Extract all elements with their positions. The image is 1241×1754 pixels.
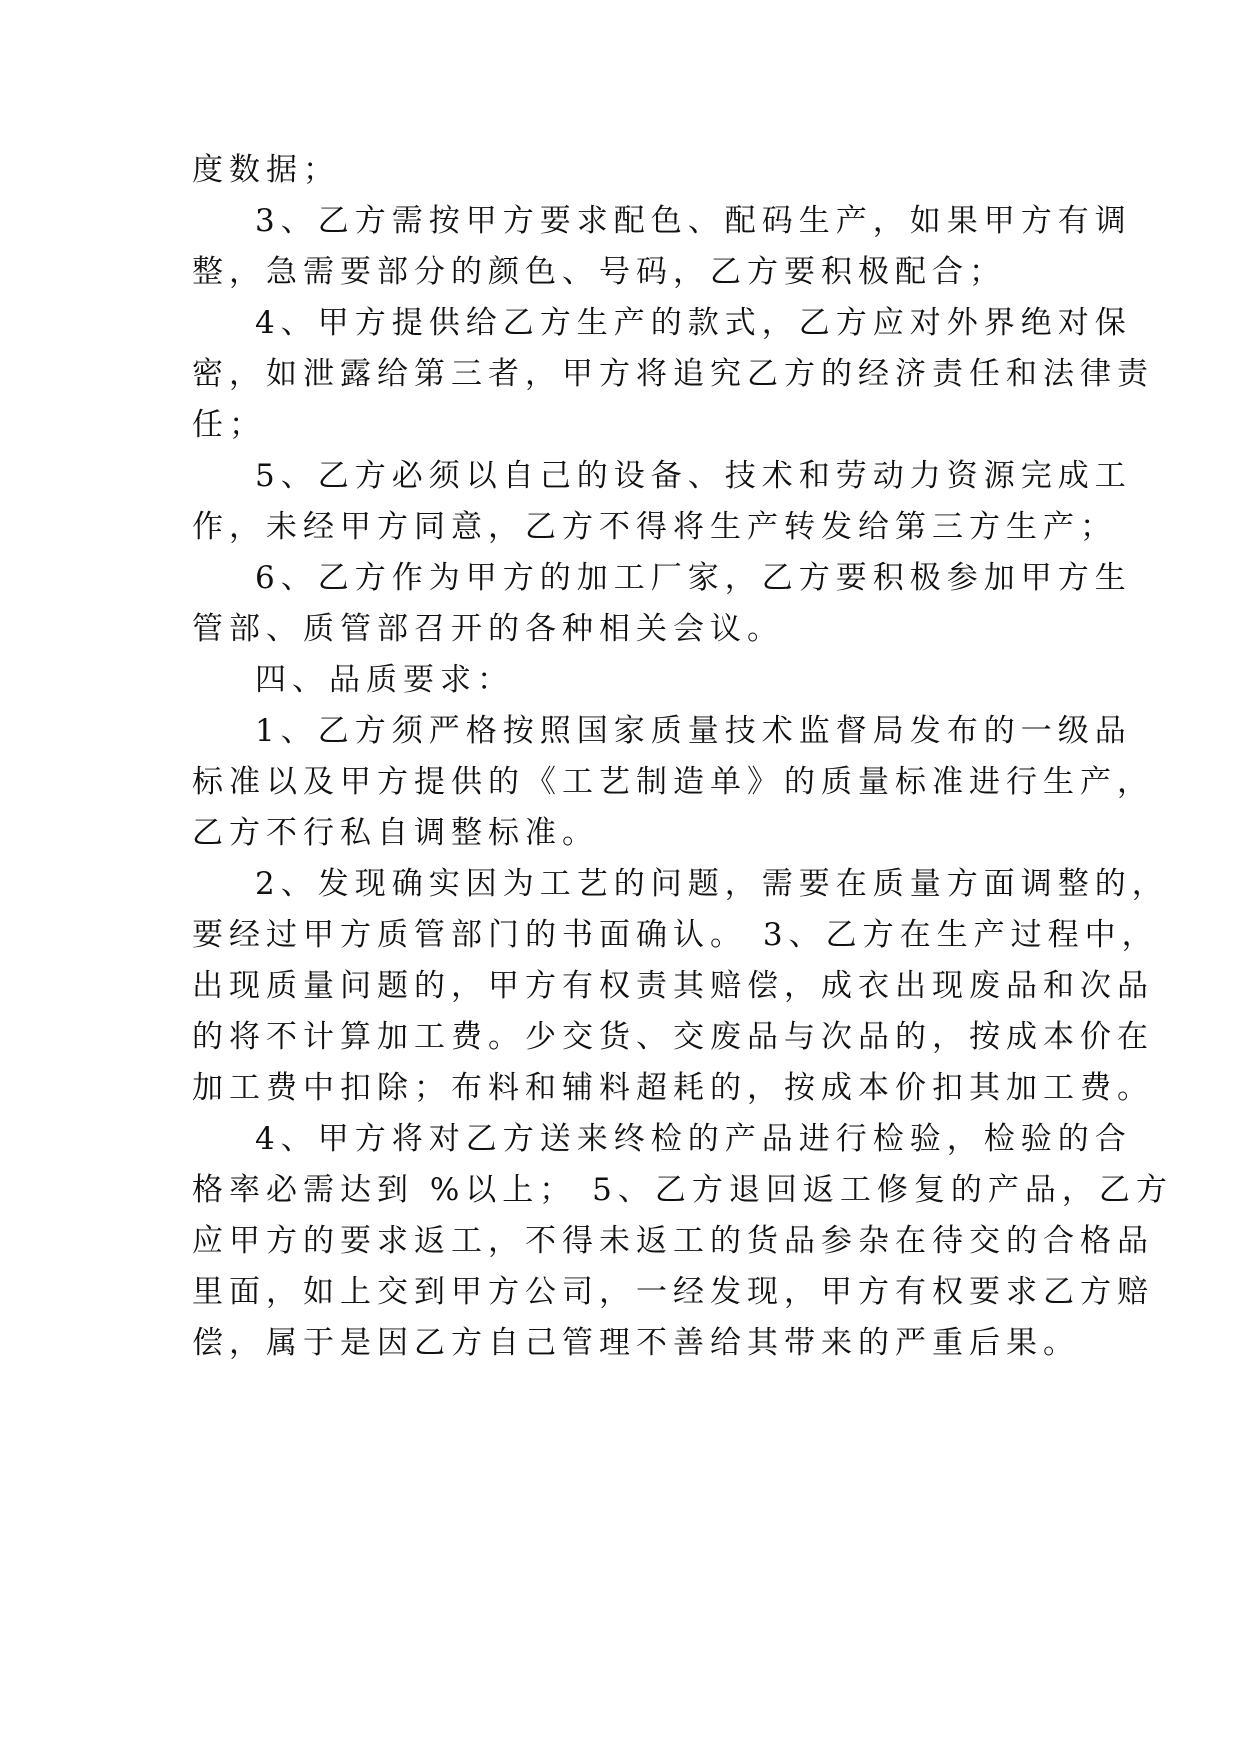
text-line: 4、甲方将对乙方送来终检的产品进行检验，检验的合 <box>255 1121 1132 1157</box>
text-line: 4、甲方提供给乙方生产的款式，乙方应对外界绝对保 <box>255 305 1132 341</box>
text-line: 作，未经甲方同意，乙方不得将生产转发给第三方生产； <box>192 509 1117 545</box>
section-heading: 四、品质要求： <box>255 662 514 698</box>
text-line: 出现质量问题的，甲方有权责其赔偿，成衣出现废品和次品 <box>192 968 1154 1004</box>
text-line: 的将不计算加工费。少交货、交废品与次品的，按成本价在 <box>192 1019 1154 1055</box>
text-line: 管部、质管部召开的各种相关会议。 <box>192 611 784 647</box>
text-line: 乙方不行私自调整标准。 <box>192 815 599 851</box>
text-line: 度数据； <box>192 152 340 188</box>
text-line: 6、乙方作为甲方的加工厂家，乙方要积极参加甲方生 <box>255 560 1132 596</box>
text-line: 要经过甲方质管部门的书面确认。 3、乙方在生产过程中， <box>192 917 1159 953</box>
text-line: 3、乙方需按甲方要求配色、配码生产，如果甲方有调 <box>255 203 1132 239</box>
text-line: 5、乙方必须以自己的设备、技术和劳动力资源完成工 <box>255 458 1132 494</box>
text-line: 应甲方的要求返工，不得未返工的货品参杂在待交的合格品 <box>192 1223 1154 1259</box>
text-line: 加工费中扣除；布料和辅料超耗的，按成本价扣其加工费。 <box>192 1070 1154 1106</box>
text-line: 偿，属于是因乙方自己管理不善给其带来的严重后果。 <box>192 1325 1080 1361</box>
text-line: 2、发现确实因为工艺的问题，需要在质量方面调整的， <box>255 866 1169 902</box>
text-line: 1、乙方须严格按照国家质量技术监督局发布的一级品 <box>255 713 1132 749</box>
text-line: 任； <box>192 407 266 443</box>
text-line: 里面，如上交到甲方公司，一经发现，甲方有权要求乙方赔 <box>192 1274 1154 1310</box>
text-line: 密，如泄露给第三者，甲方将追究乙方的经济责任和法律责 <box>192 356 1154 392</box>
text-line: 标准以及甲方提供的《工艺制造单》的质量标准进行生产， <box>192 764 1154 800</box>
text-line: 整，急需要部分的颜色、号码，乙方要积极配合； <box>192 254 1006 290</box>
text-line: 格率必需达到 %以上； 5、乙方退回返工修复的产品，乙方 <box>192 1172 1173 1208</box>
